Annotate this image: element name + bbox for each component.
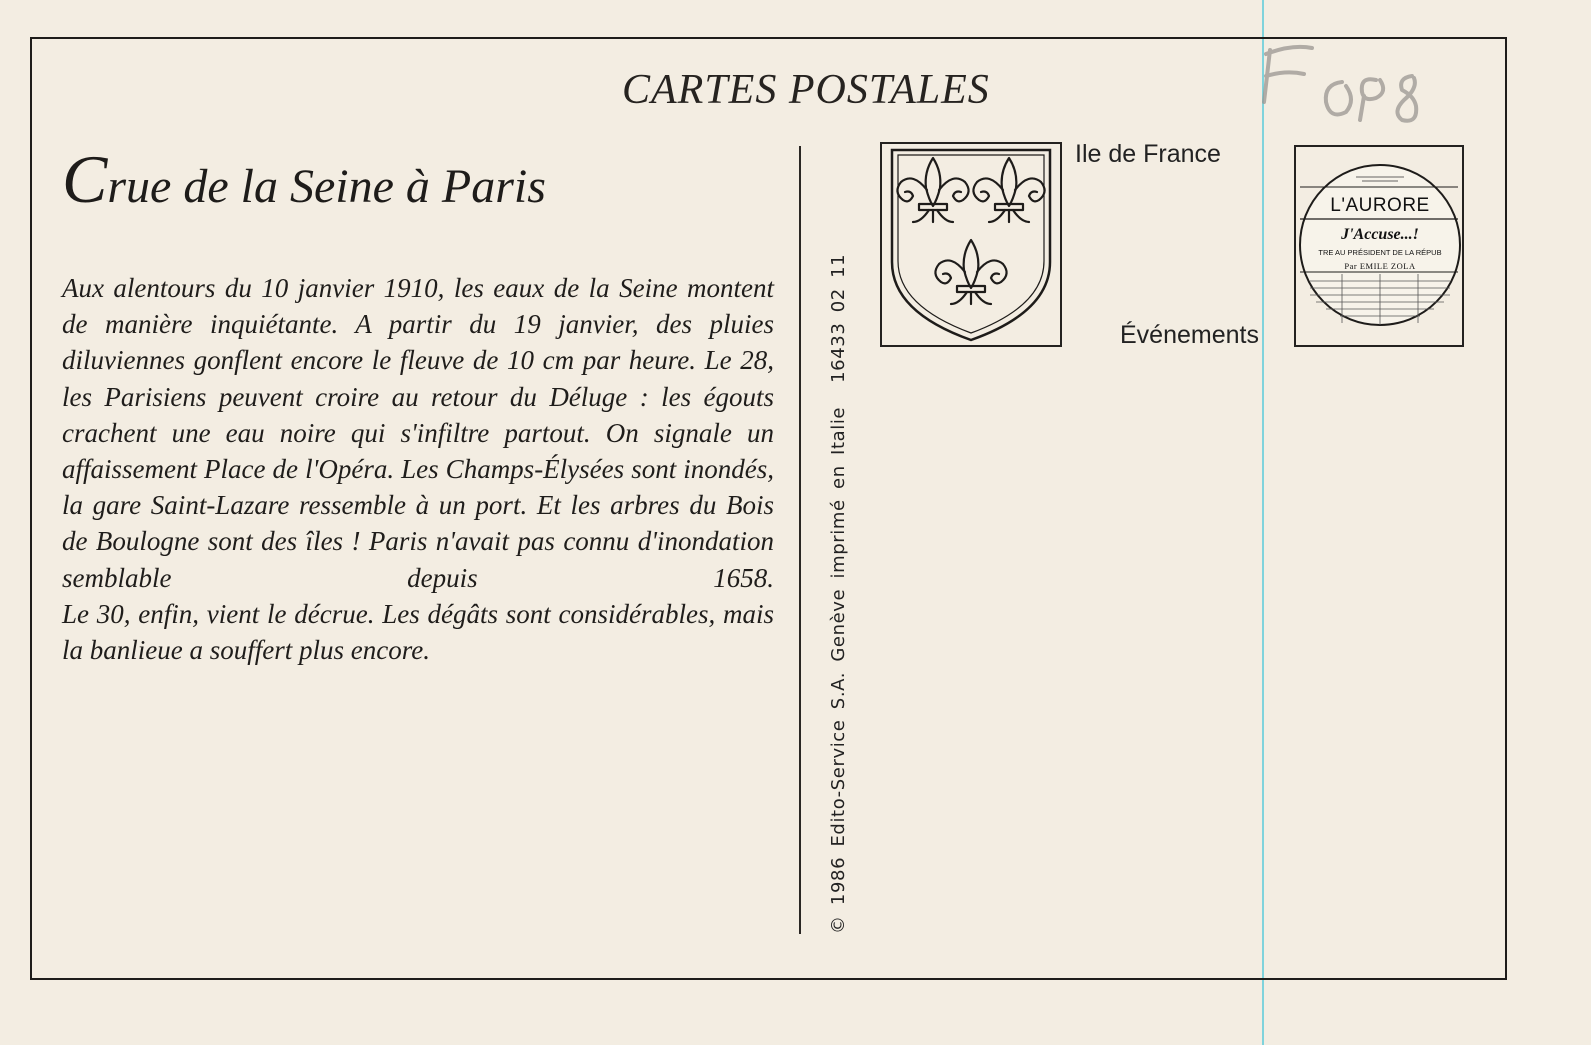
description-paragraph-2: Le 30, enfin, vient le décrue. Les dégâts sont considérables, mais la banlieue a souffert plus encore. (62, 598, 774, 666)
header-title: CARTES POSTALES (622, 67, 990, 113)
newspaper-icon (1296, 147, 1462, 345)
card-title-text: rue de la Seine à Paris (107, 160, 546, 213)
publisher-imprint (828, 254, 849, 934)
newspaper-headline: J'Accuse...! (1341, 226, 1419, 243)
card-description (62, 270, 774, 668)
events-label: Événements (1120, 321, 1259, 349)
fleur-de-lis-shield-icon (882, 144, 1060, 345)
description-paragraph-1: Aux alentours du 10 janvier 1910, les eaux de la Seine montent de manière inquiétante. A partir du 19 janvier, des pluies diluviennes gonflent encore le fleuve de 10 cm par heure. Le 28, les Parisiens peuvent croire au retour du Déluge : les égouts crachent une eau noire qui s'infiltre partout. On signale un affaissement Place de l'Opéra. Les Champs-Élysées sont inondés, la gare Saint-Lazare ressemble à un port. Et les arbres du Bois de Boulogne sont des îles ! Paris n'avait pas connu d'inondation semblable depuis 1658. (62, 273, 774, 593)
card-title-initial: C (62, 141, 108, 217)
newspaper-stamp (1294, 145, 1464, 347)
vertical-divider (799, 146, 801, 934)
region-label: Ile de France (1075, 140, 1221, 168)
imprint-text: © 1986 Edito-Service S.A. Genève imprimé en Italie (828, 406, 849, 934)
handwritten-pencil-mark (1252, 40, 1442, 136)
imprint-code: 16433 02 11 (828, 253, 849, 383)
newspaper-author: Par EMILE ZOLA (1344, 261, 1416, 271)
card-title (62, 140, 546, 219)
newspaper-subheadline: TRE AU PRÉSIDENT DE LA RÉPUB (1318, 248, 1442, 257)
newspaper-masthead: L'AURORE (1330, 195, 1430, 216)
coat-of-arms-stamp (880, 142, 1062, 347)
